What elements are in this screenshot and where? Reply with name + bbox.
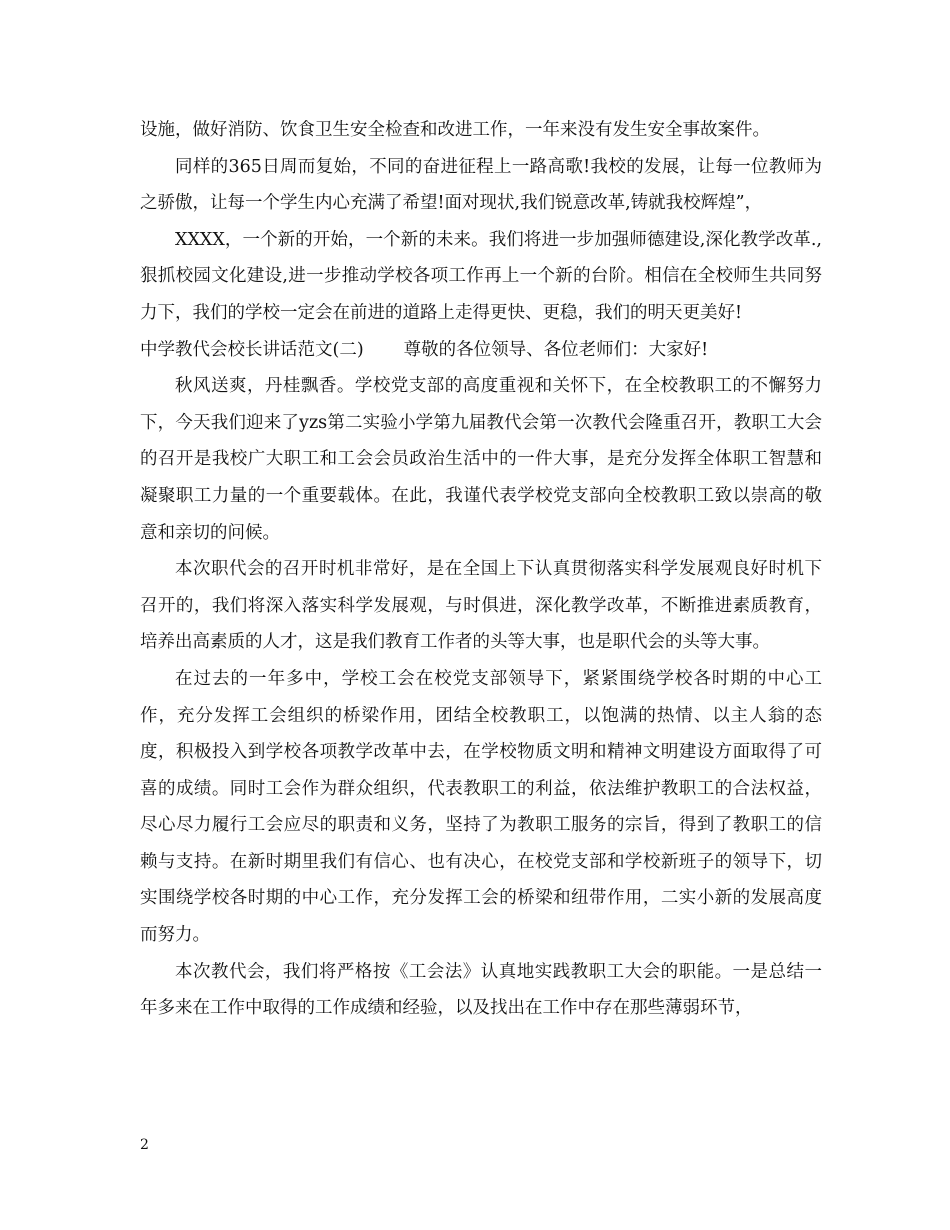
section-heading-line [140,332,822,369]
paragraph: 本次职代会的召开时机非常好，是在全国上下认真贯彻落实科学发展观良好时机下召开的，我们将深入落实科学发展观，与时俱进，深化教学改革，不断推进素质教育，培养出高素质的人才，这是我们教育工作者的头等大事，也是职代会的头等大事。 [140,559,822,653]
paragraph: 在过去的一年多中，学校工会在校党支部领导下，紧紧围绕学校各时期的中心工作，充分发挥工会组织的桥梁作用，团结全校教职工，以饱满的热情、以主人翁的态度，积极投入到学校各项教学改革中去，在学校物质文明和精神文明建设方面取得了可喜的成绩。同时工会作为群众组织，代表教职工的利益，依法维护教职工的合法权益，尽心尽力履行工会应尽的职责和义务，坚持了为教职工服务的宗旨，得到了教职工的信赖与支持。在新时期里我们有信心、也有决心，在校党支部和学校新班子的领导下，切实围绕学校各时期的中心工作，充分发挥工会的桥梁和纽带作用，二实小新的发展高度而努力。 [140,668,822,946]
paragraph: 秋风送爽，丹桂飘香。学校党支部的高度重视和关怀下，在全校教职工的不懈努力下，今天我们迎来了yzs第二实验小学第九届教代会第一次教代会隆重召开，教职工大会的召开是我校广大职工和工会会员政治生活中的一件大事，是充分发挥全体职工智慧和凝聚职工力量的一个重要载体。在此，我谨代表学校党支部向全校教职工致以崇高的敬意和亲切的问候。 [140,376,822,543]
document-body [140,112,822,1027]
page-number: 2 [140,1137,149,1153]
greeting-text: 尊敬的各位领导、各位老师们：大家好! [403,339,709,360]
section-title: 中学教代会校长讲话范文(二) [140,339,364,360]
paragraph-continued: 设施，做好消防、饮食卫生安全检查和改进工作，一年来没有发生安全事故案件。 [140,120,770,140]
paragraph: 同样的365日周而复始，不同的奋进征程上一路高歌!我校的发展，让每一位教师为之骄傲，让每一个学生内心充满了希望!面对现状,我们锐意改革,铸就我校辉煌”， [140,156,822,214]
paragraph: 本次教代会，我们将严格按《工会法》认真地实践教职工大会的职能。一是总结一年多来在工作中取得的工作成绩和经验，以及找出在工作中存在那些薄弱环节， [140,961,822,1019]
paragraph: XXXX，一个新的开始，一个新的未来。我们将进一步加强师德建设,深化教学改革.,狠抓校园文化建设,进一步推动学校各项工作再上一个新的台阶。相信在全校师生共同努力下，我们的学校一定会在前进的道路上走得更快、更稳，我们的明天更美好! [140,229,822,323]
